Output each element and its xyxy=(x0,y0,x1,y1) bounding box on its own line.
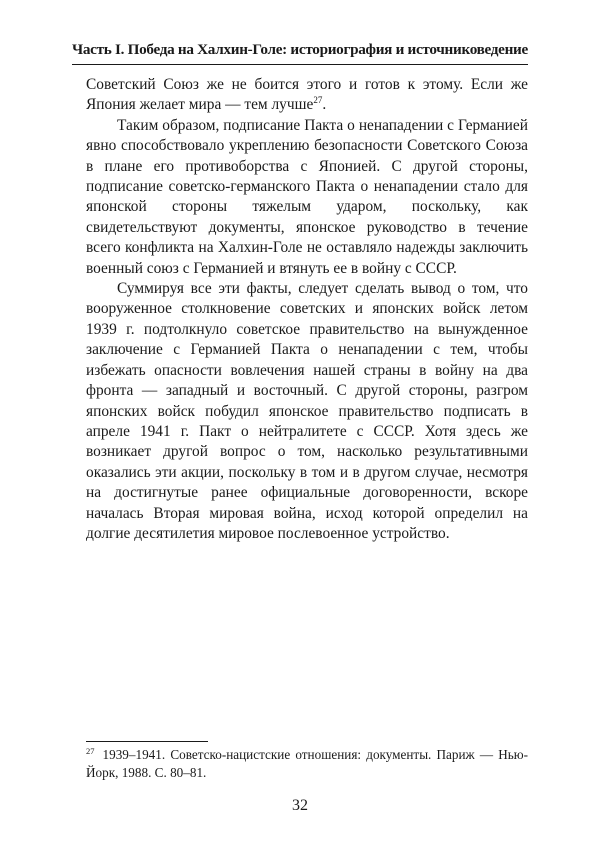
paragraph-1-tail: . xyxy=(322,96,327,114)
footnote-text: 1939–1941. Советско-нацистские отношения: документы. Париж — Нью-Йорк, 1988. С. 80–81. xyxy=(86,747,528,780)
footnote xyxy=(86,746,528,782)
header-rule xyxy=(72,64,528,65)
paragraph-2: Таким образом, подписание Пакта о ненападении с Германией явно способствовало укреплению безопасности Советского Союза в плане его противоборства с Японией. С другой стороны, подписание советско-германского Пакта о ненападении стало для японской стороны тяжелым ударом, поскольку, как свидетельствуют документы, японское руководство в течение всего конфликта на Халхин-Голе не оставляло надежды заключить военный союз с Германией и втянуть ее в войну с СССР. xyxy=(86,116,528,277)
footnote-number: 27 xyxy=(86,745,95,756)
body-text xyxy=(86,75,528,544)
footnote-rule xyxy=(86,741,208,742)
page-number: 32 xyxy=(292,797,308,814)
paragraph-1 xyxy=(86,75,528,116)
paragraph-3: Суммируя все эти факты, следует сделать вывод о том, что вооруженное столкновение советских и японских войск летом 1939 г. подтолкнуло советское правительство на вынужденное заключение с Германией Пакта о ненападении с тем, чтобы избежать опасности вовлечения нашей страны в войну на два фронта — западный и восточный. С другой стороны, разгром японских войск побудил японское правительство подписать в апреле 1941 г. Пакт о нейтралитете с СССР. Хотя здесь же возникает другой вопрос о том, насколько результативными оказались эти акции, поскольку в том и в другом случае, несмотря на достигнутые ранее официальные договоренности, вскоре началась Вторая мировая война, исход которой определил на долгие десятилетия мировое послевоенное устройство. xyxy=(86,280,528,542)
running-header: Часть I. Победа на Халхин-Голе: историография и источниковедение xyxy=(72,41,528,58)
footnote-reference: 27 xyxy=(313,95,323,106)
paragraph-1-text: Советский Союз же не боится этого и готов к этому. Если же Япония желает мира — тем лучше xyxy=(86,76,528,114)
